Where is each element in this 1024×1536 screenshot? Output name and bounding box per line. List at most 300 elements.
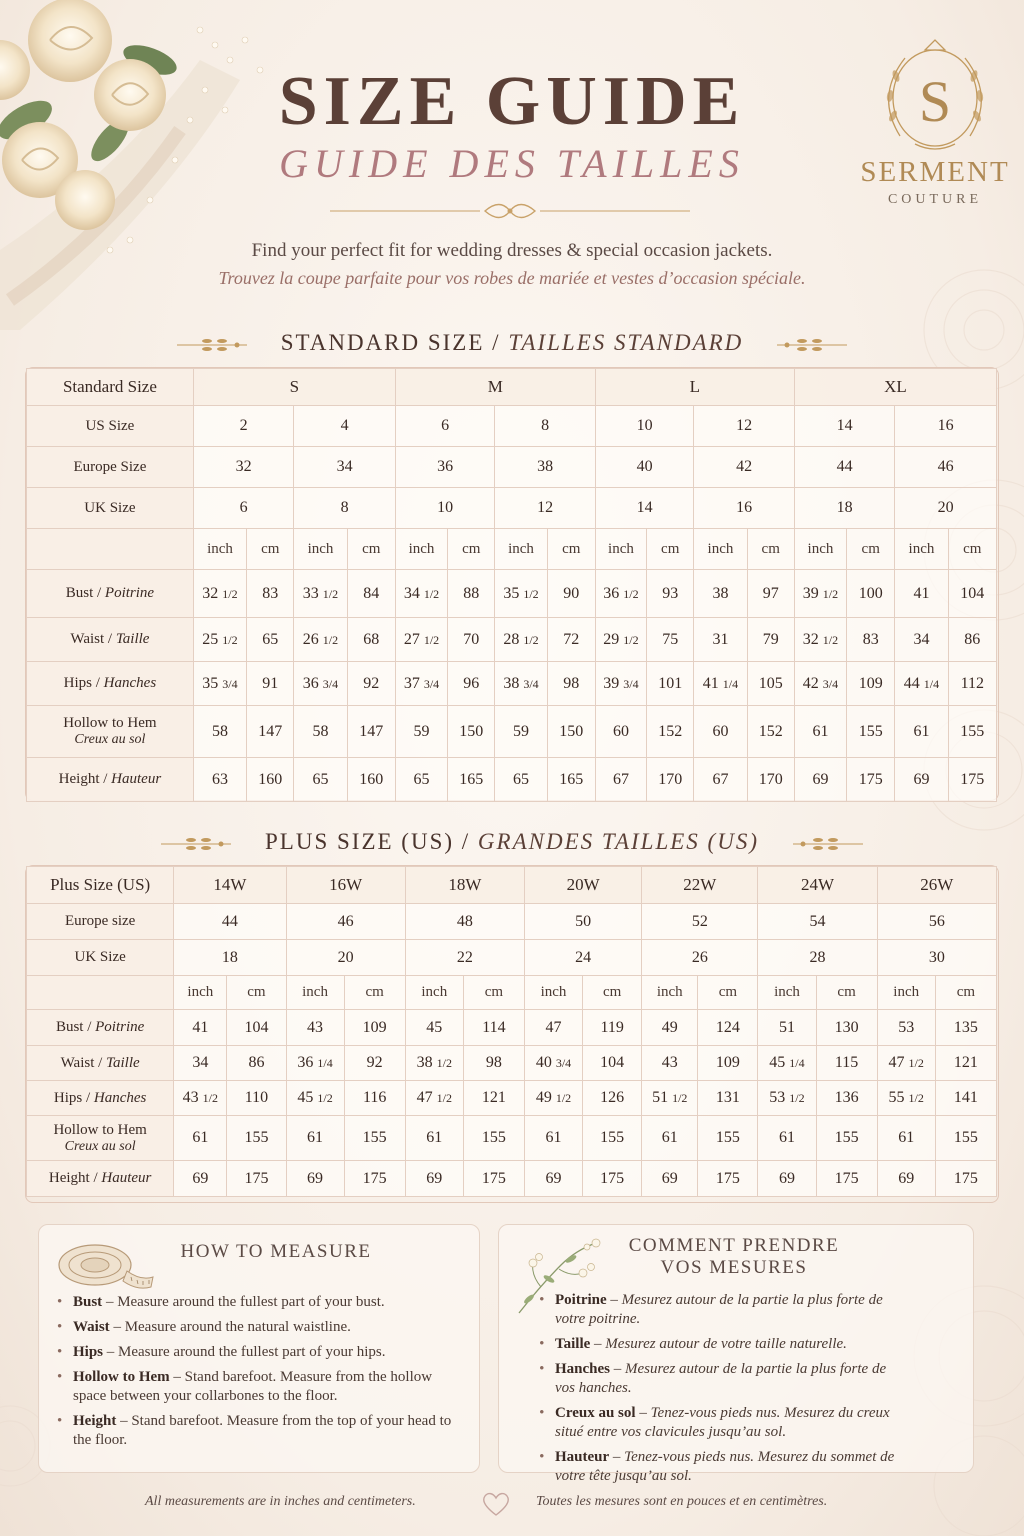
- measure-cell: 60: [694, 706, 747, 758]
- measure-cell: 104: [583, 1046, 642, 1081]
- measure-cell: 61: [174, 1116, 227, 1161]
- size-cell: 2: [193, 406, 294, 447]
- standard-title-en: STANDARD SIZE: [280, 330, 485, 355]
- unit-cm-header: cm: [463, 976, 524, 1010]
- measure-cell: 58: [294, 706, 347, 758]
- unit-cm-header: cm: [847, 529, 895, 570]
- measure-cell: 126: [583, 1081, 642, 1116]
- unit-inch-header: inch: [794, 529, 846, 570]
- measure-cell: 38 1/2: [405, 1046, 463, 1081]
- measure-cell: 69: [524, 1161, 582, 1197]
- measure-cell: 69: [286, 1161, 344, 1197]
- plus-size-header: 22W: [642, 867, 758, 904]
- measure-cell: 69: [642, 1161, 698, 1197]
- measure-cell: 105: [747, 662, 794, 706]
- measure-cell: 175: [948, 758, 996, 802]
- measure-label-fr: Taille: [106, 1054, 140, 1071]
- measure-cell: 28 1/2: [495, 618, 547, 662]
- measure-cell: 92: [344, 1046, 405, 1081]
- size-cell: 6: [193, 488, 294, 529]
- measure-cell: 110: [227, 1081, 286, 1116]
- list-item: • Taille – Mesurez autour de votre taille naturelle.: [537, 1335, 907, 1354]
- measure-cell: 114: [463, 1010, 524, 1046]
- measure-label-en: Hips: [53, 1089, 83, 1106]
- measure-cell: 35 1/2: [495, 570, 547, 618]
- size-cell: 20: [286, 940, 405, 976]
- measure-cell: 135: [935, 1010, 996, 1046]
- measure-cell: 41: [895, 570, 948, 618]
- list-item: • Poitrine – Mesurez autour de la partie la plus forte de votre poitrine.: [537, 1291, 907, 1329]
- measure-cell: 101: [647, 662, 694, 706]
- measure-cell: 65: [247, 618, 294, 662]
- measure-cell: 152: [647, 706, 694, 758]
- measure-label-fr: Hauteur: [111, 771, 162, 787]
- measure-cell: 35 3/4: [193, 662, 246, 706]
- measure-label-en: Hollow to Hem: [63, 715, 157, 731]
- size-cell: 10: [595, 406, 693, 447]
- measure-cell: 61: [524, 1116, 582, 1161]
- plus-size-header: 20W: [524, 867, 641, 904]
- size-cell: 50: [524, 904, 641, 940]
- measure-row-label: Waist / Taille: [27, 1046, 174, 1081]
- measure-label-en: Waist: [60, 1054, 95, 1071]
- size-cell: 14: [794, 406, 894, 447]
- table-row: [27, 570, 997, 618]
- measure-cell: 61: [895, 706, 948, 758]
- measure-cell: 51: [758, 1010, 816, 1046]
- measure-cell: 69: [405, 1161, 463, 1197]
- measure-cell: 116: [344, 1081, 405, 1116]
- size-cell: 24: [524, 940, 641, 976]
- measure-cell: 175: [463, 1161, 524, 1197]
- row-label: US Size: [27, 406, 194, 447]
- unit-cm-header: cm: [816, 976, 877, 1010]
- size-cell: 44: [794, 447, 894, 488]
- measure-cell: 34: [174, 1046, 227, 1081]
- measure-cell: 69: [174, 1161, 227, 1197]
- measure-cell: 47 1/2: [405, 1081, 463, 1116]
- measure-cell: 65: [395, 758, 447, 802]
- measure-cell: 65: [294, 758, 347, 802]
- plus-size-header: 16W: [286, 867, 405, 904]
- brand-tagline: COUTURE: [887, 192, 983, 207]
- unit-cm-header: cm: [948, 529, 996, 570]
- measure-cell: 43: [286, 1010, 344, 1046]
- unit-inch-header: inch: [193, 529, 246, 570]
- unit-inch-header: inch: [294, 529, 347, 570]
- measure-cell: 175: [344, 1161, 405, 1197]
- table-row: [27, 706, 997, 758]
- measure-cell: 155: [344, 1116, 405, 1161]
- measure-cell: 69: [895, 758, 948, 802]
- measure-cell: 25 1/2: [193, 618, 246, 662]
- measure-cell: 170: [647, 758, 694, 802]
- size-cell: 40: [595, 447, 693, 488]
- measure-cell: 38 3/4: [495, 662, 547, 706]
- list-item: • Height – Stand barefoot. Measure from the top of your head to the floor.: [55, 1412, 465, 1450]
- row-label: UK Size: [27, 940, 174, 976]
- unit-cm-header: cm: [347, 529, 395, 570]
- size-cell: 34: [294, 447, 396, 488]
- measure-row-label: Hips / Hanches: [27, 1081, 174, 1116]
- table-row: [27, 447, 997, 488]
- measure-cell: 61: [794, 706, 846, 758]
- size-cell: 14: [595, 488, 693, 529]
- measure-row-label: Height / Hauteur: [27, 1161, 174, 1197]
- size-cell: 42: [694, 447, 795, 488]
- measure-cell: 53 1/2: [758, 1081, 816, 1116]
- brand-logo: [860, 36, 1010, 216]
- measure-label-en: Hips: [63, 675, 92, 691]
- measure-label-fr: Taille: [115, 631, 150, 647]
- size-cell: 26: [642, 940, 758, 976]
- size-cell: 18: [174, 940, 286, 976]
- measure-cell: 43 1/2: [174, 1081, 227, 1116]
- unit-cm-header: cm: [247, 529, 294, 570]
- measure-term: Hollow to Hem: [73, 1369, 170, 1385]
- measure-cell: 170: [747, 758, 794, 802]
- unit-inch-header: inch: [642, 976, 698, 1010]
- intro-french: Trouvez la coupe parfaite pour vos robes de mariée et vestes d’occasion spéciale.: [218, 268, 806, 288]
- measure-cell: 175: [816, 1161, 877, 1197]
- measure-cell: 115: [816, 1046, 877, 1081]
- unit-cm-header: cm: [547, 529, 595, 570]
- measure-cell: 45 1/4: [758, 1046, 816, 1081]
- measure-term: Hips: [73, 1344, 104, 1360]
- measure-cell: 93: [647, 570, 694, 618]
- measure-cell: 109: [847, 662, 895, 706]
- measure-cell: 31: [694, 618, 747, 662]
- measure-cell: 147: [347, 706, 395, 758]
- size-cell: 44: [174, 904, 286, 940]
- measure-cell: 41 1/4: [694, 662, 747, 706]
- size-cell: 4: [294, 406, 396, 447]
- how-to-measure-panel: [38, 1224, 480, 1473]
- measure-cell: 155: [227, 1116, 286, 1161]
- measure-cell: 27 1/2: [395, 618, 447, 662]
- measure-cell: 112: [948, 662, 996, 706]
- size-cell: 54: [758, 904, 877, 940]
- row-label: [27, 976, 174, 1010]
- plus-size-header: 18W: [405, 867, 524, 904]
- measure-cell: 34 1/2: [395, 570, 447, 618]
- intro-english: Find your perfect fit for wedding dresses & special occasion jackets.: [251, 240, 773, 261]
- table-row: [27, 488, 997, 529]
- measure-cell: 175: [847, 758, 895, 802]
- unit-inch-header: inch: [877, 976, 935, 1010]
- measure-term: Hauteur: [555, 1449, 610, 1465]
- measure-cell: 69: [877, 1161, 935, 1197]
- size-cell: 48: [405, 904, 524, 940]
- measure-cell: 79: [747, 618, 794, 662]
- comment-title-line1: COMMENT PRENDRE: [628, 1235, 840, 1256]
- measure-cell: 88: [448, 570, 495, 618]
- plus-size-header: 14W: [174, 867, 286, 904]
- row-label: Plus Size (US): [27, 867, 174, 904]
- measure-cell: 47: [524, 1010, 582, 1046]
- size-cell: 16: [694, 488, 795, 529]
- measure-cell: 109: [698, 1046, 758, 1081]
- how-to-measure-title: HOW TO MEASURE: [180, 1241, 372, 1262]
- measure-cell: 160: [347, 758, 395, 802]
- measure-label-en: Waist: [70, 631, 105, 647]
- measure-cell: 49: [642, 1010, 698, 1046]
- measure-cell: 40 3/4: [524, 1046, 582, 1081]
- table-row: [27, 529, 997, 570]
- measure-cell: 69: [794, 758, 846, 802]
- measure-row-label: Waist / Taille: [27, 618, 194, 662]
- comment-prendre-list: [537, 1291, 907, 1492]
- standard-size-table: [26, 368, 997, 802]
- table-row: [27, 867, 997, 904]
- size-cell: 16: [895, 406, 997, 447]
- size-cell: 6: [395, 406, 494, 447]
- measure-cell: 45: [405, 1010, 463, 1046]
- measure-cell: 92: [347, 662, 395, 706]
- measure-cell: 36 3/4: [294, 662, 347, 706]
- measure-label-fr: Hauteur: [101, 1170, 152, 1186]
- measure-cell: 34: [895, 618, 948, 662]
- measure-cell: 175: [935, 1161, 996, 1197]
- measure-cell: 47 1/2: [877, 1046, 935, 1081]
- measure-cell: 155: [935, 1116, 996, 1161]
- measure-term: Height: [73, 1413, 117, 1429]
- measure-cell: 53: [877, 1010, 935, 1046]
- measure-cell: 141: [935, 1081, 996, 1116]
- measure-cell: 90: [547, 570, 595, 618]
- measure-cell: 86: [227, 1046, 286, 1081]
- measure-term: Bust: [73, 1294, 103, 1310]
- size-cell: 52: [642, 904, 758, 940]
- measure-cell: 36 1/4: [286, 1046, 344, 1081]
- row-label: Europe size: [27, 904, 174, 940]
- measure-cell: 59: [495, 706, 547, 758]
- measure-cell: 61: [877, 1116, 935, 1161]
- unit-inch-header: inch: [595, 529, 646, 570]
- measure-cell: 175: [698, 1161, 758, 1197]
- measure-cell: 51 1/2: [642, 1081, 698, 1116]
- measure-cell: 155: [698, 1116, 758, 1161]
- unit-inch-header: inch: [495, 529, 547, 570]
- size-cell: 8: [495, 406, 595, 447]
- measure-cell: 49 1/2: [524, 1081, 582, 1116]
- measure-cell: 29 1/2: [595, 618, 646, 662]
- measure-cell: 121: [463, 1081, 524, 1116]
- table-row: [27, 1046, 997, 1081]
- measure-cell: 131: [698, 1081, 758, 1116]
- measure-label-fr: Hanches: [93, 1089, 147, 1106]
- plus-size-table: [26, 866, 997, 1197]
- how-to-measure-list: [55, 1293, 465, 1456]
- plus-section-title: PLUS SIZE (US) / GRANDES TAILLES (US): [0, 829, 1024, 855]
- measure-cell: 55 1/2: [877, 1081, 935, 1116]
- table-row: [27, 406, 997, 447]
- measure-cell: 67: [595, 758, 646, 802]
- row-label: Standard Size: [27, 369, 194, 406]
- measure-cell: 39 1/2: [794, 570, 846, 618]
- list-item: • Hauteur – Tenez-vous pieds nus. Mesurez du sommet de votre tête jusqu’au sol.: [537, 1448, 907, 1486]
- unit-cm-header: cm: [935, 976, 996, 1010]
- measure-label-fr: Poitrine: [104, 585, 155, 601]
- measure-cell: 32 1/2: [193, 570, 246, 618]
- footer-note-fr: Toutes les mesures sont en pouces et en centimètres.: [536, 1494, 828, 1509]
- measure-term: Waist: [73, 1319, 110, 1335]
- unit-inch-header: inch: [524, 976, 582, 1010]
- standard-title-fr: TAILLES STANDARD: [508, 330, 744, 355]
- list-item: • Hollow to Hem – Stand barefoot. Measure from the hollow space between your collarbones to the floor.: [55, 1368, 465, 1406]
- measure-cell: 65: [495, 758, 547, 802]
- size-cell: 12: [495, 488, 595, 529]
- brand-name: SERMENT: [860, 156, 1010, 188]
- measure-cell: 98: [463, 1046, 524, 1081]
- size-cell: 30: [877, 940, 996, 976]
- measure-row-label: Hips / Hanches: [27, 662, 194, 706]
- table-row: [27, 618, 997, 662]
- table-row: [27, 758, 997, 802]
- measure-cell: 69: [758, 1161, 816, 1197]
- unit-inch-header: inch: [895, 529, 948, 570]
- size-cell: 28: [758, 940, 877, 976]
- measure-cell: 104: [227, 1010, 286, 1046]
- measure-cell: 37 3/4: [395, 662, 447, 706]
- measure-cell: 130: [816, 1010, 877, 1046]
- size-cell: 18: [794, 488, 894, 529]
- table-row: [27, 1010, 997, 1046]
- measure-term: Creux au sol: [555, 1405, 636, 1421]
- size-cell: 36: [395, 447, 494, 488]
- unit-cm-header: cm: [698, 976, 758, 1010]
- measure-cell: 104: [948, 570, 996, 618]
- measure-cell: 61: [286, 1116, 344, 1161]
- size-cell: 46: [895, 447, 997, 488]
- measure-cell: 91: [247, 662, 294, 706]
- measure-cell: 165: [448, 758, 495, 802]
- sprig-left-icon: [161, 836, 231, 852]
- measure-cell: 83: [247, 570, 294, 618]
- measure-cell: 121: [935, 1046, 996, 1081]
- measure-cell: 150: [547, 706, 595, 758]
- unit-cm-header: cm: [747, 529, 794, 570]
- unit-inch-header: inch: [286, 976, 344, 1010]
- page-title: SIZE GUIDE: [278, 63, 746, 140]
- list-item: • Waist – Measure around the natural waistline.: [55, 1318, 465, 1337]
- table-row: [27, 369, 997, 406]
- page-subtitle: GUIDE DES TAILLES: [279, 141, 745, 186]
- unit-cm-header: cm: [583, 976, 642, 1010]
- measure-cell: 83: [847, 618, 895, 662]
- measure-term: Poitrine: [555, 1292, 607, 1308]
- list-item: • Hanches – Mesurez autour de la partie la plus forte de vos hanches.: [537, 1360, 907, 1398]
- comment-prendre-panel: [498, 1224, 974, 1484]
- measure-cell: 100: [847, 570, 895, 618]
- unit-inch-header: inch: [174, 976, 227, 1010]
- measure-cell: 36 1/2: [595, 570, 646, 618]
- size-group-header: M: [395, 369, 595, 406]
- measure-cell: 84: [347, 570, 395, 618]
- table-row: [27, 1161, 997, 1197]
- table-row: [27, 940, 997, 976]
- sprig-right-icon: [777, 337, 847, 353]
- measure-cell: 160: [247, 758, 294, 802]
- list-item: • Hips – Measure around the fullest part of your hips.: [55, 1343, 465, 1362]
- measure-cell: 59: [395, 706, 447, 758]
- svg-text:S: S: [918, 69, 952, 134]
- measure-cell: 124: [698, 1010, 758, 1046]
- plus-size-header: 26W: [877, 867, 996, 904]
- unit-inch-header: inch: [758, 976, 816, 1010]
- measure-cell: 152: [747, 706, 794, 758]
- measure-cell: 96: [448, 662, 495, 706]
- measure-cell: 44 1/4: [895, 662, 948, 706]
- measure-cell: 155: [816, 1116, 877, 1161]
- measure-cell: 39 3/4: [595, 662, 646, 706]
- list-item: • Bust – Measure around the fullest part of your bust.: [55, 1293, 465, 1312]
- row-label: UK Size: [27, 488, 194, 529]
- measure-cell: 32 1/2: [794, 618, 846, 662]
- measure-cell: 175: [583, 1161, 642, 1197]
- measure-cell: 26 1/2: [294, 618, 347, 662]
- measure-cell: 155: [847, 706, 895, 758]
- size-cell: 10: [395, 488, 494, 529]
- measure-cell: 119: [583, 1010, 642, 1046]
- unit-inch-header: inch: [395, 529, 447, 570]
- comment-prendre-title: [609, 1235, 859, 1279]
- measure-label-en: Bust: [65, 585, 94, 601]
- unit-cm-header: cm: [647, 529, 694, 570]
- measure-cell: 67: [694, 758, 747, 802]
- measure-cell: 33 1/2: [294, 570, 347, 618]
- measure-cell: 75: [647, 618, 694, 662]
- row-label: Europe Size: [27, 447, 194, 488]
- heart-icon: [480, 1490, 512, 1518]
- measure-cell: 63: [193, 758, 246, 802]
- size-group-header: L: [595, 369, 794, 406]
- measure-label-en: Hollow to Hem: [53, 1121, 147, 1138]
- footer-note-en: All measurements are in inches and centimeters.: [145, 1494, 416, 1509]
- measure-cell: 155: [583, 1116, 642, 1161]
- measure-label-en: Height: [58, 771, 100, 787]
- measure-cell: 41: [174, 1010, 227, 1046]
- size-group-header: XL: [794, 369, 996, 406]
- measure-cell: 109: [344, 1010, 405, 1046]
- measure-label-fr: Creux au sol: [64, 1138, 136, 1154]
- plus-title-en: PLUS SIZE (US): [265, 829, 455, 854]
- size-cell: 56: [877, 904, 996, 940]
- table-row: [27, 662, 997, 706]
- measure-cell: 72: [547, 618, 595, 662]
- measure-cell: 45 1/2: [286, 1081, 344, 1116]
- unit-inch-header: inch: [694, 529, 747, 570]
- measure-cell: 165: [547, 758, 595, 802]
- measure-row-label: Bust / Poitrine: [27, 1010, 174, 1046]
- measure-cell: 147: [247, 706, 294, 758]
- plus-title-fr: GRANDES TAILLES (US): [477, 829, 759, 854]
- measure-label-fr: Hanches: [103, 675, 157, 691]
- measuring-tape-icon: [55, 1237, 155, 1293]
- size-group-header: S: [193, 369, 395, 406]
- measure-cell: 86: [948, 618, 996, 662]
- measure-cell: 155: [948, 706, 996, 758]
- measure-cell: 58: [193, 706, 246, 758]
- measure-row-label: Height / Hauteur: [27, 758, 194, 802]
- size-cell: 46: [286, 904, 405, 940]
- measure-cell: 42 3/4: [794, 662, 846, 706]
- table-row: [27, 976, 997, 1010]
- measure-cell: 60: [595, 706, 646, 758]
- table-row: [27, 904, 997, 940]
- measure-cell: 136: [816, 1081, 877, 1116]
- measure-cell: 38: [694, 570, 747, 618]
